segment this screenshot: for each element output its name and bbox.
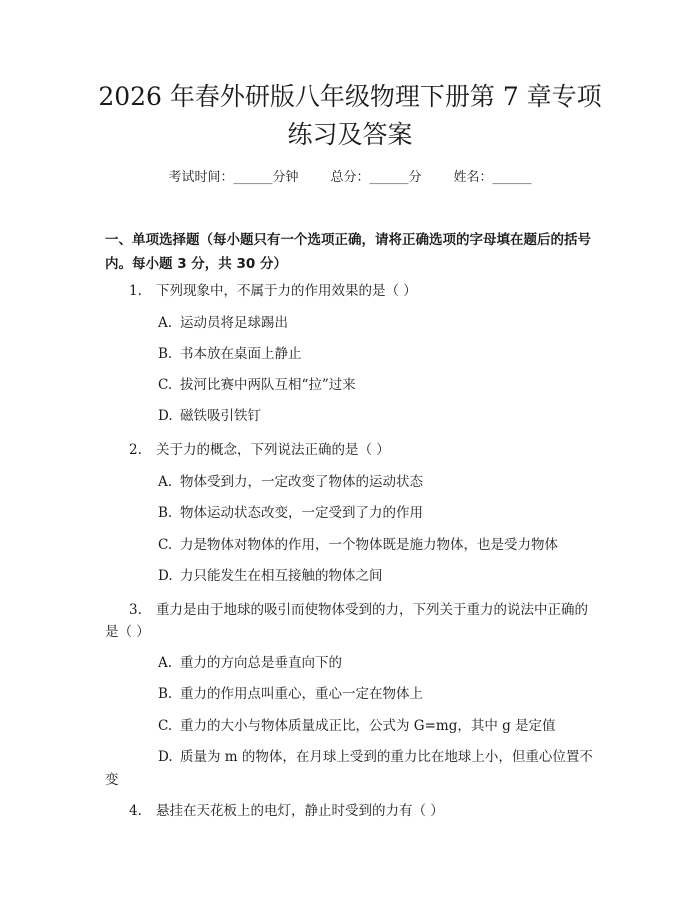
question-text: 重力是由于地球的吸引而使物体受到的力，下列关于重力的说法中正确的 — [156, 602, 588, 618]
question-number: 1. — [129, 283, 142, 299]
time-label: 考试时间： — [168, 170, 234, 185]
question-text: 下列现象中，不属于力的作用效果的是（ ） — [156, 283, 417, 299]
question-3 — [129, 599, 588, 621]
name-blank: ______ — [492, 170, 532, 185]
title-line-1: 2026 年春外研版八年级物理下册第 7 章专项 — [98, 82, 602, 111]
option-text: 拔河比赛中两队互相“拉”过来 — [180, 377, 356, 393]
option-letter: B. — [158, 346, 173, 362]
question-number: 3. — [129, 602, 142, 618]
exam-info-line — [0, 168, 700, 188]
question-1-option-c — [158, 374, 356, 396]
score-label: 总分： — [330, 170, 370, 185]
title-line-2: 练习及答案 — [287, 120, 413, 149]
option-letter: C. — [158, 537, 173, 553]
question-3-option-d-continued: 变 — [105, 772, 119, 788]
option-text: 重力的作用点叫重心，重心一定在物体上 — [180, 686, 423, 702]
question-4 — [129, 800, 444, 822]
question-2-option-a — [158, 471, 423, 493]
question-3-text-continued: 是（ ） — [105, 624, 150, 640]
option-letter: A. — [158, 655, 173, 671]
question-3-option-a — [158, 652, 342, 674]
question-1 — [129, 280, 417, 302]
option-letter: D. — [158, 568, 173, 584]
option-text: 重力的方向总是垂直向下的 — [180, 655, 342, 671]
option-text: 力是物体对物体的作用，一个物体既是施力物体，也是受力物体 — [180, 537, 558, 553]
question-text: 悬挂在天花板上的电灯，静止时受到的力有（ ） — [156, 803, 444, 819]
option-text: 书本放在桌面上静止 — [180, 346, 302, 362]
option-text: 磁铁吸引铁钉 — [180, 408, 261, 424]
option-letter: A. — [158, 315, 173, 331]
question-number: 4. — [129, 803, 142, 819]
question-2-option-c — [158, 534, 558, 556]
option-text: 物体运动状态改变，一定受到了力的作用 — [180, 505, 423, 521]
option-letter: D. — [158, 408, 173, 424]
option-text: 运动员将足球踢出 — [180, 315, 288, 331]
option-text: 力只能发生在相互接触的物体之间 — [180, 568, 383, 584]
question-1-option-a — [158, 312, 288, 334]
option-letter: A. — [158, 474, 173, 490]
question-1-option-b — [158, 343, 302, 365]
question-2-option-d — [158, 565, 383, 587]
option-text: 重力的大小与物体质量成正比，公式为 G=mg，其中 g 是定值 — [180, 718, 556, 734]
question-2 — [129, 439, 390, 461]
question-3-option-b — [158, 683, 423, 705]
question-1-option-d — [158, 405, 261, 427]
option-letter: D. — [158, 749, 173, 765]
question-number: 2. — [129, 442, 142, 458]
time-unit: 分钟 — [272, 170, 299, 185]
option-letter: B. — [158, 686, 173, 702]
question-text: 关于力的概念，下列说法正确的是（ ） — [156, 442, 390, 458]
score-blank: ______ — [369, 170, 409, 185]
question-3-option-d — [158, 746, 593, 768]
option-letter: C. — [158, 718, 173, 734]
option-text: 质量为 m 的物体，在月球上受到的重力比在地球上小，但重心位置不 — [180, 749, 593, 765]
question-3-option-c — [158, 715, 556, 737]
option-letter: C. — [158, 377, 173, 393]
name-label: 姓名： — [453, 170, 493, 185]
time-blank: ______ — [233, 170, 273, 185]
option-text: 物体受到力，一定改变了物体的运动状态 — [180, 474, 423, 490]
option-letter: B. — [158, 505, 173, 521]
section-heading: 一、单项选择题（每小题只有一个选项正确，请将正确选项的字母填在题后的括号内。每小题 3 分，共 30 分） — [105, 232, 591, 272]
score-unit: 分 — [408, 170, 422, 185]
page-title — [60, 78, 640, 154]
question-2-option-b — [158, 502, 423, 524]
